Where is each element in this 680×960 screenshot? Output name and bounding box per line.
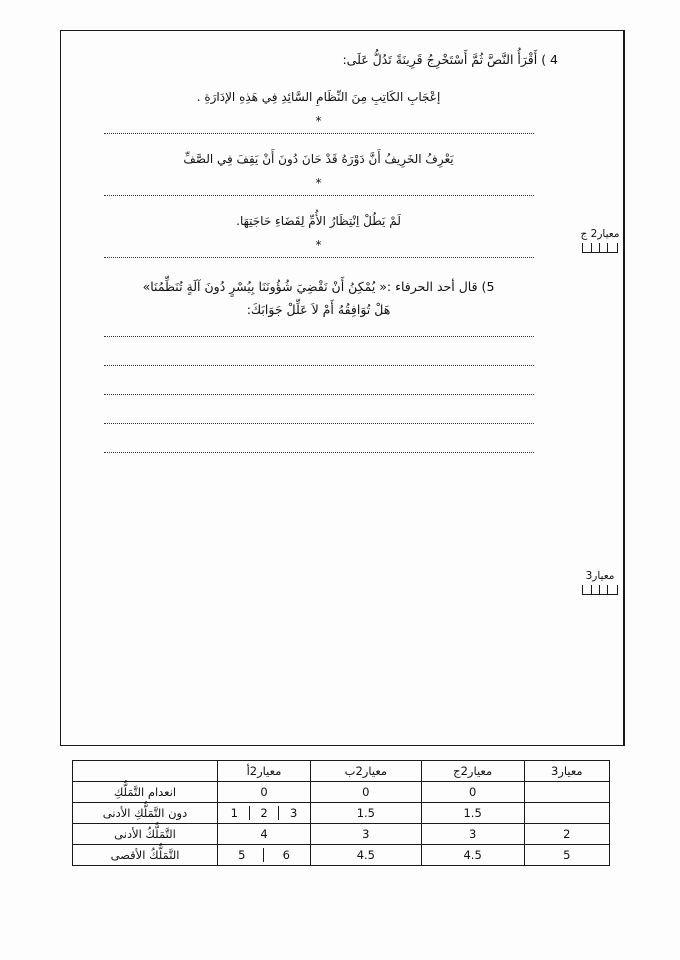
header-m2c: معيار2ج <box>421 761 524 782</box>
subcell: 3 <box>278 806 308 820</box>
item-2-star: * <box>315 176 322 191</box>
answer-line[interactable] <box>104 422 534 424</box>
question-5-subtitle: هَلْ تُوَافِقُهُ أَمْ لاَ عَلِّلْ جَوَابَكَ: <box>246 301 391 317</box>
table-row <box>73 845 610 866</box>
cell-m2a <box>218 803 311 824</box>
answer-line[interactable] <box>104 451 534 453</box>
row-label: التَّمَلُّكُ الأقصى <box>73 845 218 866</box>
table-row <box>73 803 610 824</box>
item-2-text: يَعْرِفُ الخَرِيفُ أَنَّ دَوْرَهُ قَدْ حَانَ دُونَ أَنْ يَقِفَ فِي الصَّفِّ <box>183 152 454 167</box>
item-1-star: * <box>315 114 322 129</box>
table-row <box>73 824 610 845</box>
table-row <box>73 782 610 803</box>
item-3-text: لَمْ يَطُلْ اِنْتِظَارُ الأُمِّ لِقَضَاءِ حَاجَتِهَا. <box>236 214 401 229</box>
subcell: 2 <box>249 806 279 820</box>
header-m2a: معيار2أ <box>218 761 311 782</box>
item-3 <box>79 214 558 258</box>
criteria-boxes[interactable] <box>582 585 618 595</box>
question-4-title: 4 ) أَقْرَأُ النَّصَّ ثُمَّ أَسْتَخْرِجُ قَرِينَةً تَدُلُّ عَلَى: <box>342 52 558 67</box>
answer-line[interactable] <box>104 256 534 258</box>
cell-m2a <box>218 824 311 845</box>
cell-m2b: 1.5 <box>310 803 421 824</box>
answer-line[interactable] <box>104 132 534 134</box>
cell-m2a <box>218 845 311 866</box>
cell-m2b: 3 <box>310 824 421 845</box>
subcell: 1 <box>230 806 238 820</box>
cell-m3: 2 <box>524 824 609 845</box>
cell-m3 <box>524 782 609 803</box>
exercise-content <box>61 31 576 745</box>
subcell: 6 <box>263 848 307 862</box>
answer-line[interactable] <box>104 194 534 196</box>
item-1-text: إعْجَابِ الكَاتِبِ مِنَ النِّظَامِ السَّائِدِ فِي هَذِهِ الإدَارَةِ . <box>196 90 441 105</box>
item-2 <box>79 152 558 196</box>
header-blank <box>73 761 218 782</box>
answer-line[interactable] <box>104 393 534 395</box>
criteria-column <box>576 31 624 745</box>
grading-table <box>72 760 610 866</box>
cell-m2c: 0 <box>421 782 524 803</box>
table-header-row <box>73 761 610 782</box>
header-m2b: معيار2ب <box>310 761 421 782</box>
cell-m2c: 1.5 <box>421 803 524 824</box>
question-5-title: 5) قال أحد الحرفاء :« يُمْكِنُ أَنْ نَقْضِيَ شُؤُونَنَا بِيُسْرٍ دُونَ آلَةٍ تُنَظِّمُنَا» <box>142 279 495 295</box>
subcell: 4 <box>260 827 268 841</box>
subcell: 0 <box>260 785 268 799</box>
answer-line[interactable] <box>104 364 534 366</box>
header-m3: معيار3 <box>524 761 609 782</box>
subcell: 5 <box>238 848 246 862</box>
cell-m2a <box>218 782 311 803</box>
cell-m2c: 3 <box>421 824 524 845</box>
criteria-marker-3: معيار3 <box>580 571 620 595</box>
cell-m3 <box>524 803 609 824</box>
cell-m3: 5 <box>524 845 609 866</box>
row-label: التَّمَلُّكُ الأدنى <box>73 824 218 845</box>
item-1 <box>79 90 558 134</box>
question-5 <box>79 276 558 321</box>
item-3-star: * <box>315 238 322 253</box>
cell-m2b: 4.5 <box>310 845 421 866</box>
cell-m2c: 4.5 <box>421 845 524 866</box>
row-label: دون التَّمَلُّكِ الأدنى <box>73 803 218 824</box>
question-5-answer-area <box>79 335 558 453</box>
answer-line[interactable] <box>104 335 534 337</box>
exercise-box <box>60 30 625 746</box>
criteria-boxes[interactable] <box>582 243 618 253</box>
cell-m2b: 0 <box>310 782 421 803</box>
row-label: انعدام التَّمَلُّكِ <box>73 782 218 803</box>
criteria-marker-2c: معيار2 ج <box>580 229 620 253</box>
